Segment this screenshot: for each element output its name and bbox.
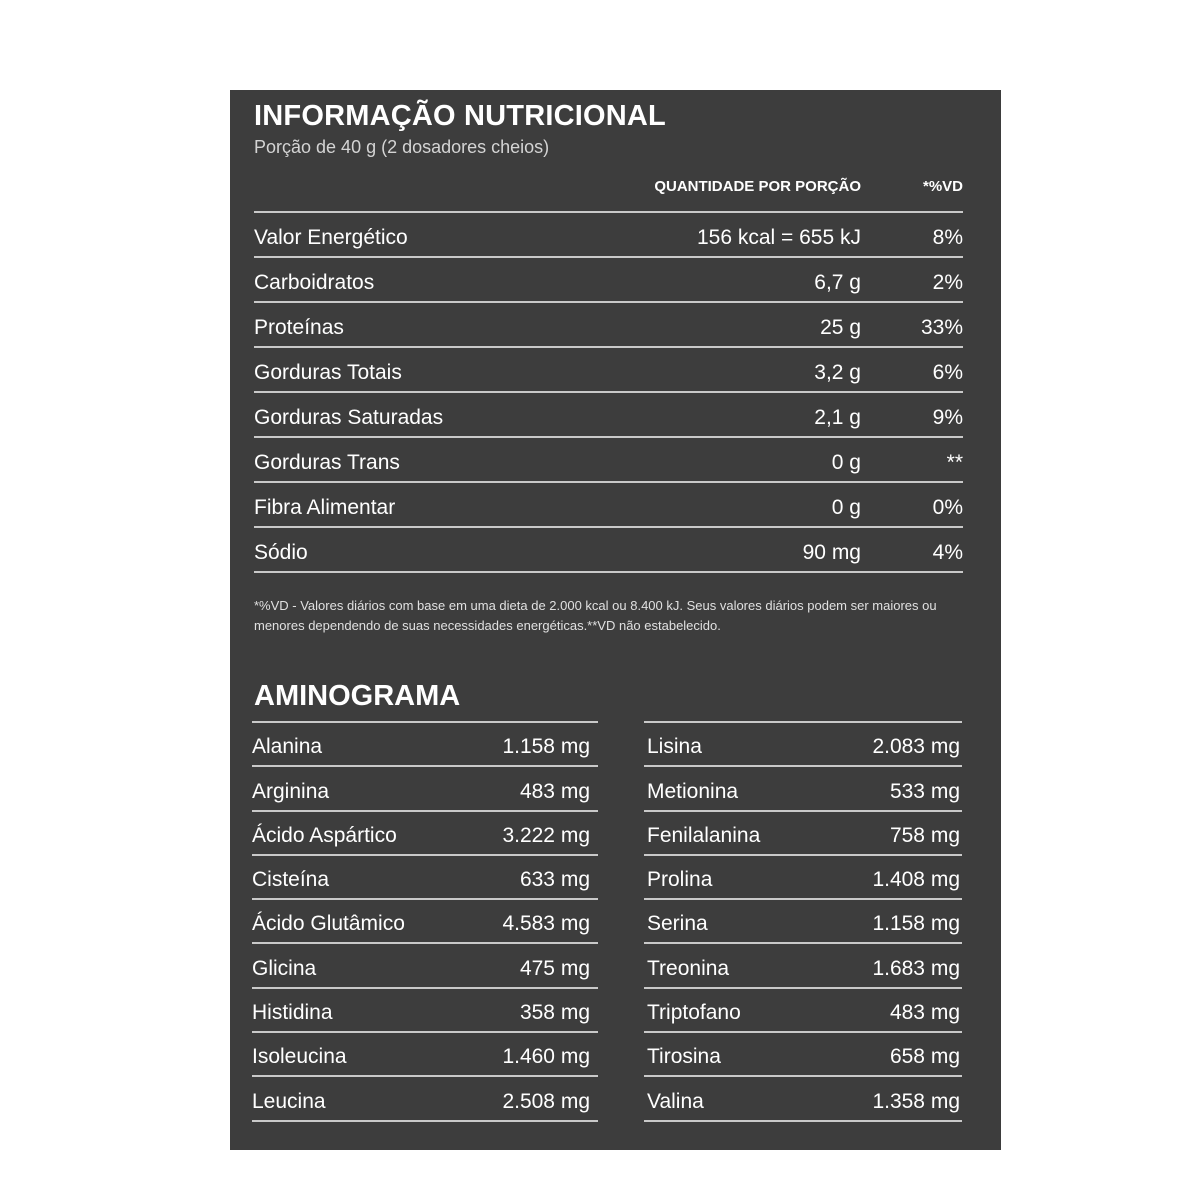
- amino-value: 358 mg: [519, 1001, 590, 1025]
- nutrient-name: Fibra Alimentar: [254, 496, 396, 519]
- list-item: [252, 944, 598, 988]
- table-row: [254, 213, 963, 258]
- amino-name: Lisina: [647, 735, 702, 759]
- amino-value: 533 mg: [889, 779, 960, 803]
- nutrition-title: INFORMAÇÃO NUTRICIONAL: [254, 100, 666, 132]
- amino-name: Alanina: [252, 735, 323, 759]
- nutrition-label-panel: [230, 90, 1001, 1150]
- list-item: [252, 1077, 598, 1121]
- table-row: [254, 528, 963, 573]
- amino-value: 3.222 mg: [502, 823, 590, 847]
- nutrient-name: Sódio: [254, 541, 308, 564]
- portion-subtitle: Porção de 40 g (2 dosadores cheios): [254, 137, 550, 157]
- nutrient-name: Gorduras Trans: [254, 451, 400, 474]
- list-item: [644, 900, 962, 944]
- nutrient-quantity: 2,1 g: [814, 406, 861, 429]
- amino-name: Metionina: [647, 779, 739, 803]
- list-item: [252, 767, 598, 811]
- amino-value: 1.158 mg: [872, 912, 960, 936]
- amino-value: 4.583 mg: [502, 912, 590, 936]
- list-item: [252, 723, 598, 767]
- list-item: [644, 856, 962, 900]
- nutrient-quantity: 0 g: [831, 496, 861, 519]
- amino-name: Fenilalanina: [647, 823, 761, 847]
- amino-name: Prolina: [647, 868, 713, 892]
- nutrient-vd: **: [946, 451, 963, 474]
- amino-value: 758 mg: [889, 823, 960, 847]
- list-item: [252, 856, 598, 900]
- table-row: [254, 303, 963, 348]
- amino-value: 633 mg: [519, 868, 590, 892]
- amino-name: Serina: [647, 912, 708, 936]
- amino-name: Isoleucina: [252, 1045, 347, 1069]
- amino-value: 483 mg: [519, 779, 590, 803]
- amino-name: Ácido Aspártico: [252, 823, 397, 847]
- list-item: [644, 767, 962, 811]
- amino-value: 1.408 mg: [872, 868, 960, 892]
- list-item: [644, 1033, 962, 1077]
- aminogram-title: AMINOGRAMA: [254, 680, 461, 712]
- list-item: [644, 989, 962, 1033]
- amino-name: Valina: [647, 1089, 704, 1113]
- nutrient-name: Valor Energético: [254, 226, 408, 249]
- amino-value: 2.508 mg: [502, 1089, 590, 1113]
- amino-value: 475 mg: [519, 956, 590, 980]
- list-item: [644, 723, 962, 767]
- list-item: [252, 1033, 598, 1077]
- nutrient-name: Gorduras Totais: [254, 361, 402, 384]
- nutrient-name: Gorduras Saturadas: [254, 406, 444, 429]
- nutrient-name: Proteínas: [254, 316, 344, 339]
- nutrient-vd: 6%: [932, 361, 963, 384]
- amino-name: Tirosina: [647, 1045, 721, 1069]
- nutrient-quantity: 156 kcal = 655 kJ: [696, 226, 861, 249]
- nutrient-vd: 4%: [932, 541, 963, 564]
- table-row: [254, 393, 963, 438]
- table-row: [254, 483, 963, 528]
- amino-name: Ácido Glutâmico: [252, 912, 405, 936]
- list-item: [252, 989, 598, 1033]
- amino-value: 1.358 mg: [872, 1089, 960, 1113]
- list-item: [252, 812, 598, 856]
- list-item: [644, 944, 962, 988]
- nutrient-vd: 2%: [932, 271, 963, 294]
- amino-name: Glicina: [252, 956, 317, 980]
- amino-value: 2.083 mg: [872, 735, 960, 759]
- amino-name: Triptofano: [647, 1001, 741, 1025]
- nutrient-vd: 33%: [920, 316, 963, 339]
- nutrient-vd: 8%: [932, 226, 963, 249]
- nutrient-quantity: 6,7 g: [814, 271, 861, 294]
- nutrient-quantity: 25 g: [820, 316, 861, 339]
- quantity-column-header: QUANTIDADE POR PORÇÃO: [654, 178, 861, 195]
- list-item: [252, 900, 598, 944]
- nutrient-vd: 0%: [932, 496, 963, 519]
- amino-name: Leucina: [252, 1089, 326, 1113]
- vd-footnote: *%VD - Valores diários com base em uma dieta de 2.000 kcal ou 8.400 kJ. Seus valores diários podem ser maiores ou menores dependendo de suas necessidades energéticas.**VD não estabelecido.: [254, 598, 937, 633]
- list-item: [644, 812, 962, 856]
- amino-value: 658 mg: [889, 1045, 960, 1069]
- nutrition-table: [254, 211, 963, 573]
- table-row: [254, 258, 963, 303]
- vd-column-header: *%VD: [922, 178, 963, 195]
- nutrient-name: Carboidratos: [254, 271, 375, 294]
- list-item: [644, 1077, 962, 1121]
- nutrient-quantity: 0 g: [831, 451, 861, 474]
- amino-name: Arginina: [252, 779, 330, 803]
- table-row: [254, 438, 963, 483]
- amino-name: Histidina: [252, 1001, 333, 1025]
- amino-name: Treonina: [647, 956, 730, 980]
- amino-value: 1.460 mg: [502, 1045, 590, 1069]
- table-row: [254, 348, 963, 393]
- nutrient-quantity: 90 mg: [802, 541, 861, 564]
- amino-value: 1.683 mg: [872, 956, 960, 980]
- aminogram-left-column: [252, 721, 598, 1122]
- nutrient-quantity: 3,2 g: [814, 361, 861, 384]
- amino-value: 483 mg: [889, 1001, 960, 1025]
- amino-value: 1.158 mg: [502, 735, 590, 759]
- amino-name: Cisteína: [252, 868, 330, 892]
- nutrient-vd: 9%: [932, 406, 963, 429]
- aminogram-right-column: [644, 721, 962, 1122]
